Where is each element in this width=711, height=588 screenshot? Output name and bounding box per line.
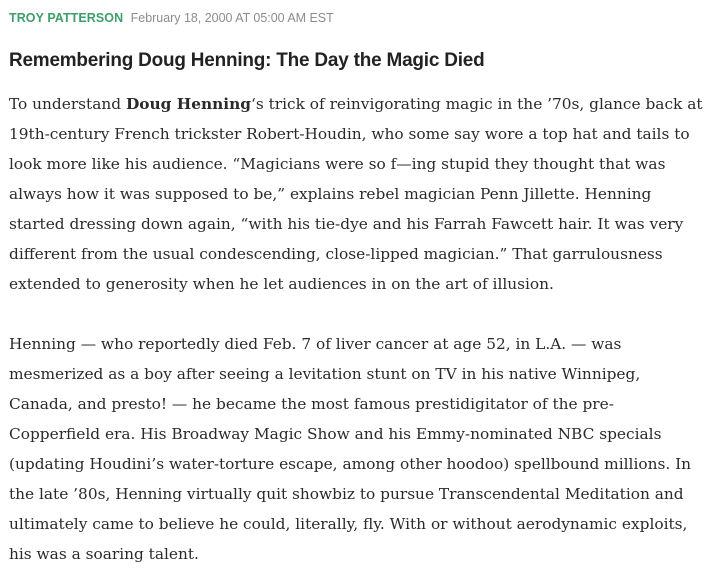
paragraph-line: look more like his audience. “Magicians were so f—ing stupid they thought that was bbox=[9, 155, 666, 173]
paragraph-line: different from the usual condescending, close-lipped magician.” That garrulousness bbox=[9, 245, 663, 263]
article-body bbox=[9, 89, 709, 569]
article bbox=[9, 0, 709, 569]
paragraph-1 bbox=[9, 89, 709, 299]
paragraph-2 bbox=[9, 329, 709, 569]
author-link[interactable]: TROY PATTERSON bbox=[9, 11, 124, 25]
paragraph-line: mesmerized as a boy after seeing a levitation stunt on TV in his native Winnipeg, bbox=[9, 365, 641, 383]
paragraph-line: Canada, and presto! — he became the most famous prestidigitator of the pre- bbox=[9, 395, 614, 413]
byline bbox=[9, 9, 709, 27]
paragraph-line: 19th-century French trickster Robert-Houdin, who some say wore a top hat and tails to bbox=[9, 125, 690, 143]
publish-date: February 18, 2000 AT 05:00 AM EST bbox=[130, 11, 334, 25]
paragraph-line bbox=[9, 89, 709, 119]
line-text: ‘s trick of reinvigorating magic in the ’70s, glance back at bbox=[251, 95, 703, 113]
paragraph-line: Henning — who reportedly died Feb. 7 of liver cancer at age 52, in L.A. — was bbox=[9, 335, 622, 353]
bold-name: Doug Henning bbox=[125, 95, 251, 113]
paragraph-line: Copperfield era. His Broadway Magic Show and his Emmy-nominated NBC specials bbox=[9, 425, 662, 443]
paragraph-line: (updating Houdini’s water-torture escape, among other hoodoo) spellbound millions. In bbox=[9, 455, 692, 473]
paragraph-line: the late ’80s, Henning virtually quit showbiz to pursue Transcendental Meditation and bbox=[9, 485, 684, 503]
paragraph-line: his was a soaring talent. bbox=[9, 545, 199, 563]
article-headline: Remembering Doug Henning: The Day the Magic Died bbox=[9, 50, 485, 71]
paragraph-line: started dressing down again, “with his tie-dye and his Farrah Fawcett hair. It was very bbox=[9, 215, 684, 233]
paragraph-line: always how it was supposed to be,” explains rebel magician Penn Jillette. Henning bbox=[9, 185, 652, 203]
paragraph-line: extended to generosity when he let audiences in on the art of illusion. bbox=[9, 275, 554, 293]
line-text: To understand bbox=[9, 95, 126, 113]
paragraph-line: ultimately came to believe he could, literally, fly. With or without aerodynamic exploits, bbox=[9, 515, 688, 533]
